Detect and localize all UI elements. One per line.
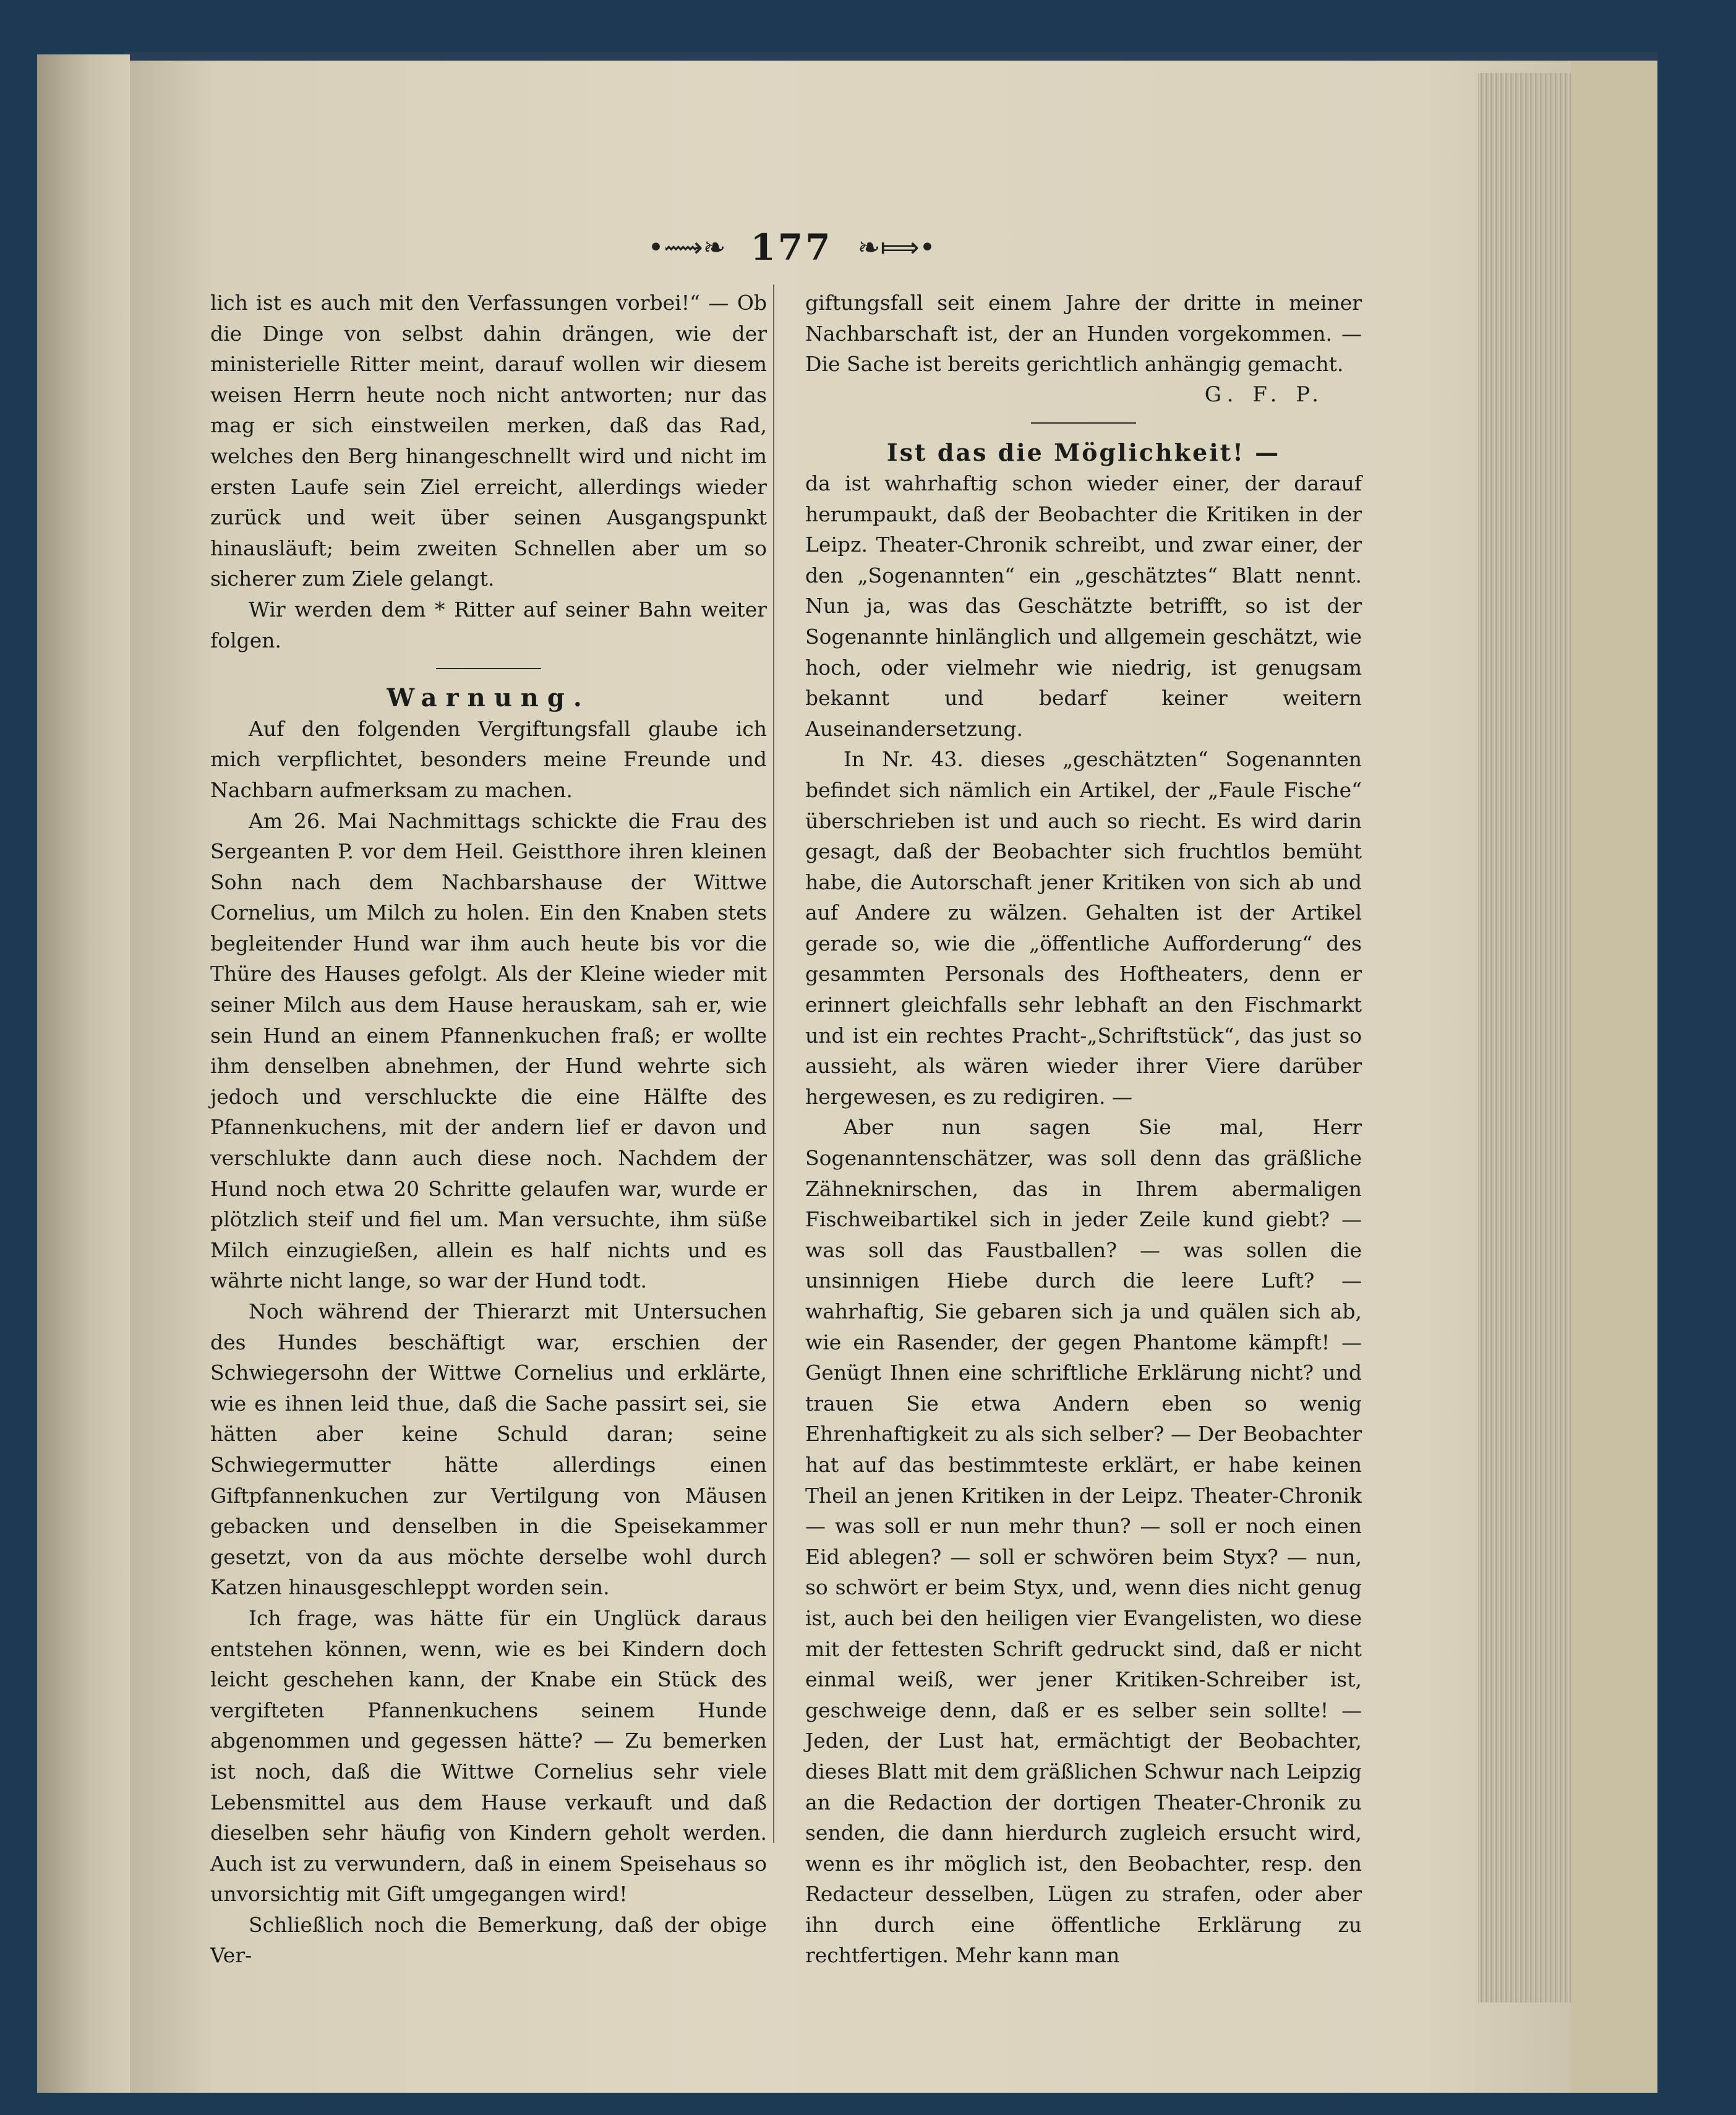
right-paragraph-2: da ist wahrhaftig schon wieder einer, der darauf herumpaukt, daß der Beobachter die Kritiken in der Leipz. Theater-Chronik schreibt, und zwar einer, der den „Sogenannten“ ein „geschätztes“ Blatt nennt. Nun ja, was das Geschätzte betrifft, so ist der Sogenannte hinlänglich und allgemein geschätzt, wie hoch, oder vielmehr wie niedrig, ist genugsam bekannt und bedarf keiner weitern Auseinandersetzung. [805, 471, 1362, 741]
section-divider [436, 668, 541, 669]
left-paragraph-7: Schließlich noch die Bemerkung, daß der obige Ver- [210, 1912, 767, 1968]
signature: G. F. P. [1204, 382, 1325, 407]
ornament-left-icon: •⟿❧ [648, 231, 726, 263]
section-heading-moeglichkeit: Ist das die Möglichkeit! — [886, 438, 1281, 467]
right-paragraph-1: giftungsfall seit einem Jahre der dritte in meiner Nachbarschaft ist, der an Hunden vorgekommen. — Die Sache ist bereits gerichtlich anhängig gemacht. [805, 291, 1362, 377]
page-stack-edges [1478, 73, 1571, 2002]
right-paragraph-3: In Nr. 43. dieses „geschätzten“ Sogenannten befindet sich nämlich ein Artikel, der „Faule Fische“ überschrieben ist und auch so riecht. Es wird darin gesagt, daß der Beobachter sich fruchtlos bemüht habe, die Autorschaft jener Kritiken von sich ab und auf Andere zu wälzen. Gehalten ist der Artikel gerade so, wie die „öffentliche Aufforderung“ des gesammten Personals des Hoftheaters, denn er erinnert gleichfalls sehr lebhaft an den Fischmarkt und ist ein rechtes Pracht-„Schriftstück“, das just so aussieht, als wären wieder ihrer Viere darüber hergewesen, es zu redigiren. — [805, 747, 1362, 1109]
ornament-right-icon: ❧⟾• [857, 231, 936, 263]
left-paragraph-2: Wir werden dem * Ritter auf seiner Bahn weiter folgen. [210, 597, 767, 652]
left-paragraph-1: lich ist es auch mit den Verfassungen vorbei!“ — Ob die Dinge von selbst dahin drängen, wie der ministerielle Ritter meint, darauf wollen wir diesem weisen Herrn heute noch nicht antworten; nur das mag er sich einstweilen merken, daß das Rad, welches den Berg hinangeschnellt wird und nicht im ersten Laufe sein Ziel erreicht, allerdings wieder zurück und weit über seinen Ausgangspunkt hinausläuft; beim zweiten Schnellen aber um so sicherer zum Ziele gelangt. [210, 291, 767, 591]
page-number: 177 [750, 226, 833, 268]
left-paragraph-4: Am 26. Mai Nachmittags schickte die Frau des Sergeanten P. vor dem Heil. Geistthore ihren kleinen Sohn nach dem Nachbarshause der Wittwe Cornelius, um Milch zu holen. Ein den Knaben stets begleitender Hund war ihm auch heute bis vor die Thüre des Hauses gefolgt. Als der Kleine wieder mit seiner Milch aus dem Hause herauskam, sah er, wie sein Hund an einem Pfannenkuchen fraß; er wollte ihm denselben abnehmen, der Hund wehrte sich jedoch und verschluckte die eine Hälfte des Pfannenkuchens, mit der andern lief er davon und verschlukte dann auch diese noch. Nachdem der Hund noch etwa 20 Schritte gelaufen war, wurde er plötzlich steif und fiel um. Man versuchte, ihm süße Milch einzugießen, allein es half nichts und es währte nicht lange, so war der Hund todt. [210, 808, 767, 1293]
right-paragraph-4: Aber nun sagen Sie mal, Herr Sogenanntenschätzer, was soll denn das gräßliche Zähneknirschen, das in Ihrem abermaligen Fischweibartikel sich in jeder Zeile kund giebt? — was soll das Faustballen? — was sollen die unsinnigen Hiebe durch die leere Luft? — wahrhaftig, Sie gebaren sich ja und quälen sich ab, wie ein Rasender, der gegen Phantome kämpft! — Genügt Ihnen eine schriftliche Erklärung nicht? und trauen Sie etwa Andern eben so wenig Ehrenhaftigkeit zu als sich selber? — Der Beobachter hat auf das bestimmteste erklärt, er habe keinen Theil an jenen Kritiken in der Leipz. Theater-Chronik — was soll er nun mehr thun? — soll er noch einen Eid ablegen? — soll er schwören beim Styx? — nun, so schwört er beim Styx, und, wenn dies nicht genug ist, auch bei den heiligen vier Evangelisten, wo diese mit der fettesten Schrift gedruckt sind, daß er nicht einmal weiß, wer jener Kritiken-Schreiber ist, geschweige denn, daß er es selber sein sollte! — Jeden, der Lust hat, ermächtigt der Beobachter, dieses Blatt mit dem gräßlichen Schwur nach Leipzig an die Redaction der dortigen Theater-Chronik zu senden, die dann hierdurch zugleich ersucht wird, wenn es ihr möglich ist, den Beobachter, resp. den Redacteur desselben, Lügen zu strafen, oder aber ihn durch eine öffentliche Erklärung zu rechtfertigen. Mehr kann man [805, 1115, 1362, 1968]
left-column [210, 288, 767, 1971]
column-divider [773, 284, 774, 1843]
page-header [643, 226, 940, 268]
left-paragraph-6: Ich frage, was hätte für ein Unglück daraus entstehen können, wenn, wie es bei Kindern doch leicht geschehen kann, der Knabe ein Stück des vergifteten Pfannenkuchens seinem Hunde abgenommen und gegessen hätte? — Zu bemerken ist noch, daß die Wittwe Cornelius sehr viele Lebensmittel aus dem Hause verkauft und daß dieselben sehr häufig von Kindern geholt werden. Auch ist zu verwundern, daß in einem Speisehaus so unvorsichtig mit Gift umgegangen wird! [210, 1605, 767, 1907]
section-heading-warnung: Warnung. [387, 683, 591, 713]
section-divider-right [1031, 422, 1136, 424]
previous-page-edge [37, 54, 130, 2093]
left-paragraph-5: Noch während der Thierarzt mit Untersuchen des Hundes beschäftigt war, erschien der Schwiegersohn der Wittwe Cornelius und erklärte, wie es ihnen leid thue, daß die Sache passirt sei, sie hätten aber keine Schuld daran; seine Schwiegermutter hätte allerdings einen Giftpfannenkuchen zur Vertilgung von Mäusen gebacken und denselben in die Speisekammer gesetzt, von da aus möchte derselbe wohl durch Katzen hinausgeschleppt worden sein. [210, 1299, 767, 1600]
left-paragraph-3: Auf den folgenden Vergiftungsfall glaube ich mich verpflichtet, besonders meine Freunde und Nachbarn aufmerksam zu machen. [210, 716, 767, 802]
book-binding [124, 52, 1657, 61]
right-column [805, 288, 1362, 1971]
